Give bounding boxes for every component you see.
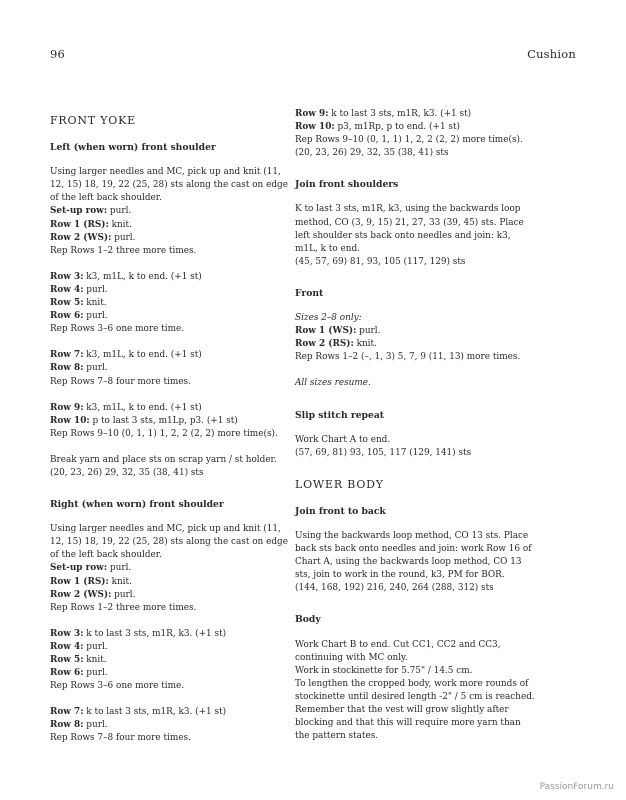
repeat-instruction: Rep Rows 7–8 four more times. xyxy=(50,376,191,387)
repeat-instruction: Rep Rows 7–8 four more times. xyxy=(50,733,191,744)
watermark: PassionForum.ru xyxy=(539,782,614,792)
stitch-count: (20, 23, 26) 29, 32, 35 (38, 41) sts xyxy=(50,467,204,478)
stitch-count: (20, 23, 26) 29, 32, 35 (38, 41) sts xyxy=(295,148,449,159)
section-title-front-yoke: FRONT YOKE xyxy=(50,114,136,127)
instruction-text: Work Chart B to end. Cut CC1, CC2 and CC3, continuing with MC only. xyxy=(295,639,501,663)
instruction-text: To lengthen the cropped body, work more rounds of stockinette until desired length -2" / 5 cm is reached. Remember that the vest will grow slightly after blocking and that this will require more yarn than the pattern states. xyxy=(295,678,535,742)
subsection-slip-stitch-repeat: Slip stitch repeat xyxy=(295,409,385,421)
row-instruction: Row 5: knit. xyxy=(50,655,107,665)
repeat-instruction: Rep Rows 3–6 one more time. xyxy=(50,324,185,335)
stitch-count: (45, 57, 69) 81, 93, 105 (117, 129) sts xyxy=(295,256,466,267)
instruction-text: Work Chart A to end. xyxy=(295,434,391,445)
instruction-text: Work in stockinette for 5.75" / 14.5 cm. xyxy=(295,665,473,676)
row-instruction: Row 8: purl. xyxy=(50,363,108,374)
repeat-instruction: Rep Rows 1–2 three more times. xyxy=(50,602,197,613)
row-instruction: Row 7: k3, m1L, k to end. (+1 st) xyxy=(50,350,202,361)
instruction-text: Using the backwards loop method, CO 13 sts. Place back sts back onto needles and join: work Row 16 of Chart A, using the backwards loop method, CO 13 sts, join to work in the round, k3, PM for BOR. xyxy=(295,530,532,581)
row-instruction: Row 4: purl. xyxy=(50,284,108,295)
row-instruction: Set-up row: purl. xyxy=(50,206,132,217)
row-instruction: Row 10: p to last 3 sts, m1Lp, p3. (+1 st) xyxy=(50,415,238,426)
row-instruction: Row 6: purl. xyxy=(50,311,108,322)
row-instruction: Row 3: k3, m1L, k to end. (+1 st) xyxy=(50,271,202,282)
row-instruction: Row 8: purl. xyxy=(50,720,108,731)
row-instruction: Row 2 (WS): purl. xyxy=(50,232,136,243)
subsection-right-shoulder: Right (when worn) front shoulder xyxy=(50,499,224,511)
row-instruction: Row 4: purl. xyxy=(50,641,108,652)
stitch-count: (144, 168, 192) 216, 240, 264 (288, 312) sts xyxy=(295,583,494,594)
subsection-join-front-shoulders: Join front shoulders xyxy=(295,179,399,191)
running-header: Cushion xyxy=(527,47,576,61)
row-instruction: Row 2 (RS): knit. xyxy=(295,339,377,350)
page-number: 96 xyxy=(50,47,66,61)
row-instruction: Row 10: p3, m1Rp, p to end. (+1 st) xyxy=(295,122,460,133)
instruction-text: Using larger needles and MC, pick up and knit (11, 12, 15) 18, 19, 22 (25, 28) sts along the cast on edge of the left back shoulder. xyxy=(50,167,288,204)
stitch-count: (57, 69, 81) 93, 105, 117 (129, 141) sts xyxy=(295,447,472,458)
size-note: Sizes 2–8 only: xyxy=(295,313,362,324)
left-column xyxy=(50,114,290,746)
row-instruction: Row 3: k to last 3 sts, m1R, k3. (+1 st) xyxy=(50,628,227,639)
row-instruction: Row 5: knit. xyxy=(50,298,107,309)
instruction-text: K to last 3 sts, m1R, k3, using the backwards loop method, CO (3, 9, 15) 21, 27, 33 (39, 45) sts. Place left shoulder sts back onto needles and join: k3, m1L, k to end. xyxy=(295,204,524,254)
repeat-instruction: Rep Rows 9–10 (0, 1, 1) 1, 2, 2 (2, 2) more time(s). xyxy=(50,428,278,439)
row-instruction: Row 9: k3, m1L, k to end. (+1 st) xyxy=(50,402,202,413)
row-instruction: Row 6: purl. xyxy=(50,668,108,679)
subsection-left-shoulder: Left (when worn) front shoulder xyxy=(50,142,216,154)
instruction-text: Using larger needles and MC, pick up and knit (11, 12, 15) 18, 19, 22 (25, 28) sts along the cast on edge of the left back shoulder. xyxy=(50,524,288,561)
row-instruction: Row 1 (WS): purl. xyxy=(295,326,381,337)
row-instruction: Row 1 (RS): knit. xyxy=(50,576,132,587)
subsection-front: Front xyxy=(295,287,324,299)
repeat-instruction: Rep Rows 1–2 (–, 1, 3) 5, 7, 9 (11, 13) more times. xyxy=(295,352,521,363)
repeat-instruction: Rep Rows 1–2 three more times. xyxy=(50,245,197,256)
row-instruction: Row 9: k to last 3 sts, m1R, k3. (+1 st) xyxy=(295,109,472,119)
subsection-body: Body xyxy=(295,614,321,626)
row-instruction: Set-up row: purl. xyxy=(50,563,132,574)
size-note: All sizes resume. xyxy=(295,378,371,389)
subsection-join-front-to-back: Join front to back xyxy=(295,505,386,517)
right-column xyxy=(295,108,535,743)
row-instruction: Row 2 (WS): purl. xyxy=(50,589,136,600)
row-instruction: Row 1 (RS): knit. xyxy=(50,219,132,230)
section-title-lower-body: LOWER BODY xyxy=(295,477,384,491)
instruction-text: Break yarn and place sts on scrap yarn / st holder. xyxy=(50,454,277,465)
repeat-instruction: Rep Rows 9–10 (0, 1, 1) 1, 2, 2 (2, 2) more time(s). xyxy=(295,135,523,146)
repeat-instruction: Rep Rows 3–6 one more time. xyxy=(50,681,185,692)
row-instruction: Row 7: k to last 3 sts, m1R, k3. (+1 st) xyxy=(50,707,227,718)
